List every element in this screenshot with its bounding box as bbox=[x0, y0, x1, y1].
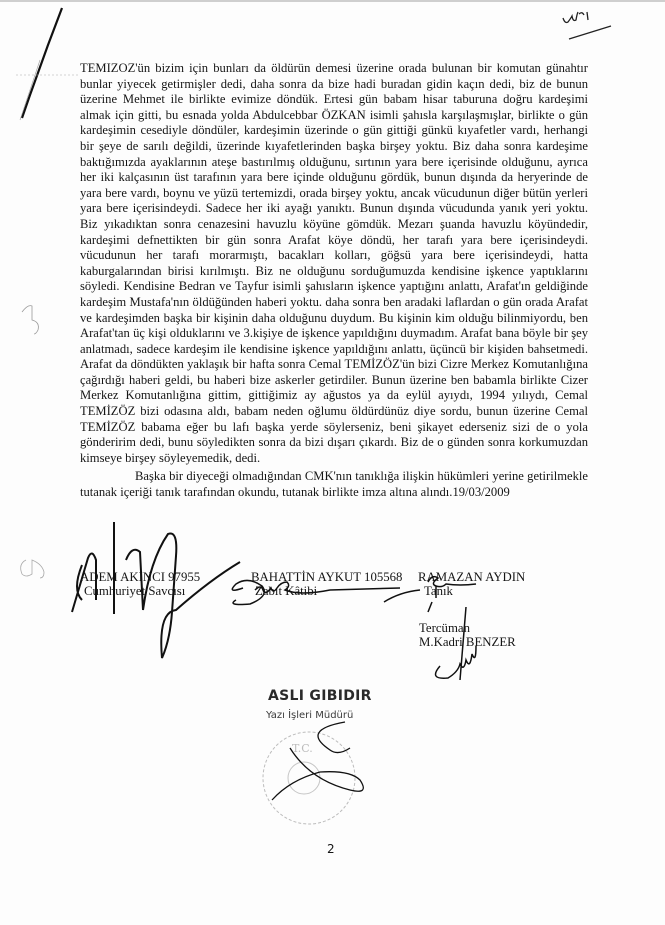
signatory-title: Cumhuriyet Savcısı bbox=[84, 584, 186, 598]
page-number: 2 bbox=[327, 842, 335, 856]
signatory-name: M.Kadri BENZER bbox=[419, 635, 516, 649]
signatory-name: ADEM AKINCI 97955 bbox=[80, 570, 201, 584]
document-body bbox=[80, 61, 588, 501]
signatory-title: Zabıt Kâtibi bbox=[255, 584, 318, 598]
signatory-prosecutor bbox=[80, 570, 200, 598]
signatory-translator bbox=[419, 621, 516, 649]
testimony-paragraph: TEMIZOZ'ün bizim için bunları da öldürün demesi üzerine orada bulunan bir komutan günahtır bunlar yiyecek getirmişler dedi, daha sonra da bize hadi buradan gidin kaçın dedi, biz de bunun üzerine Mehmet ile birlikte evimize döndük. Ertesi gün babam hisar taburuna doğru kardeşimi almak için gitti, bu esnada yolda Abdulcebbar ÖZKAN isimli şahısla karşılaşmışlar, birlikte o gün kardeşimin cesediyle döndüler, kardeşimin üzerinde o gün gittiği günkü kıyafetler vardı, herhangi bir şeye de sarılı değildi, üzerinde kıyafetlerinden başka birşey yoktu. Biz daha sonra kardeşime baktığımızda ayaklarının ateşe bastırılmış olduğunu, sırtının yara bere içerisinde olduğunu, ayrıca her iki kalçasının üst tarafının yara bere içinde olduğunu gördük, bunun dışında da heryerinde de yara bere vardı, boynu ve yüzü tertemizdi, orada birşey yoktu, ancak vücudunun diğer bütün yerleri yara bere içerisindeydi. Sadece her iki ayağı yanıktı. Bunun dışında vücudunda yanık yeri yoktu. Biz yıkadıktan sonra cenazesini havuzlu köyüne gömdük. Mezarı şuanda havuzlu köyündedir, kardeşimi defnettikten bir gün sonra Arafat köye döndü, her tarafı yara bere içerisindeydi. vücudunun her tarafı morarmıştı, bacakları kolları, göğsü yara bere içerisindeydi, hatta kaburgalarından birisi kırılmıştı. Biz ne olduğunu sorduğumuzda kendisine işkence yaptıklarını söyledi. Kendisine Bedran ve Tayfur isimli şahısların işkence yaptığını anlattı, Arafat'ın geldiğinde kardeşim Mustafa'nın öldüğünden haberi yoktu. daha sonra ben aradaki laflardan o gün orada Arafat ve kardeşimden başka bir kişinin daha olduğunu duydum. Bu kişinin kim olduğu bilinmiyordu, ben Arafat'tan üç kişi olduklarını ve 3.kişiye de işkence yapıldığını duymadım. Arafat bana böyle bir şey anlatmadı, sadece kardeşim ile kendisine işkence yapıldığını anlattı, üçüncü bir kişiden bahsetmedi. Arafat da döndükten yaklaşık bir hafta sonra Cemal TEMİZÖZ'ün bizi Cizre Merkez Komutanlığına çağırdığı haberi geldi, bu haberi bize askerler getirdiler. Bunun üzerine ben babamla birlikte Cizer Merkez Komutanlığına gittim, gittiğimiz ay ağustos ya da eylül ayıydı, 1994 yılıydı, Cemal TEMİZÖZ bizi odasına aldı, babam neden oğlumu öldürdünüz diye sordu, bunun üzerine Cemal TEMİZÖZ babama eğer bu lafı başka yerde söylerseniz, beni şikayet ederseniz sizi de o yola gönderirim dedi, bunu söyledikten sonra da bizi dışarı çıkardı. Biz de o günden sonra korkumuzdan kimseye birşey söyleyemedik, dedi. bbox=[80, 61, 588, 465]
signatory-name: BAHATTİN AYKUT 105568 bbox=[251, 570, 403, 584]
signatory-witness bbox=[418, 570, 525, 598]
official-seal bbox=[263, 732, 355, 824]
margin-initial-mark bbox=[22, 306, 38, 334]
signatory-title: Tanık bbox=[424, 584, 453, 598]
stamp-subtitle: Yazı İşleri Müdürü bbox=[266, 710, 354, 721]
seal-text: T.C. bbox=[292, 742, 313, 755]
page-top-edge bbox=[0, 0, 665, 2]
corner-page-note bbox=[563, 12, 611, 39]
stamp-signature bbox=[272, 722, 363, 800]
signatory-title: Tercüman bbox=[419, 621, 470, 635]
closing-paragraph: Başka bir diyeceği olmadığından CMK'nın tanıklığa ilişkin hükümleri yerine getirilmekle tutanak içeriği tanık tarafından okundu, tutanak birlikte imza altına alındı.19/03/2009 bbox=[80, 469, 588, 500]
signatory-name: RAMAZAN AYDIN bbox=[418, 570, 526, 584]
signatory-clerk bbox=[251, 570, 402, 598]
margin-pen-stroke bbox=[22, 8, 62, 118]
certified-copy-stamp: ASLI GIBIDIR bbox=[268, 688, 372, 704]
margin-initial-mark bbox=[21, 560, 44, 578]
